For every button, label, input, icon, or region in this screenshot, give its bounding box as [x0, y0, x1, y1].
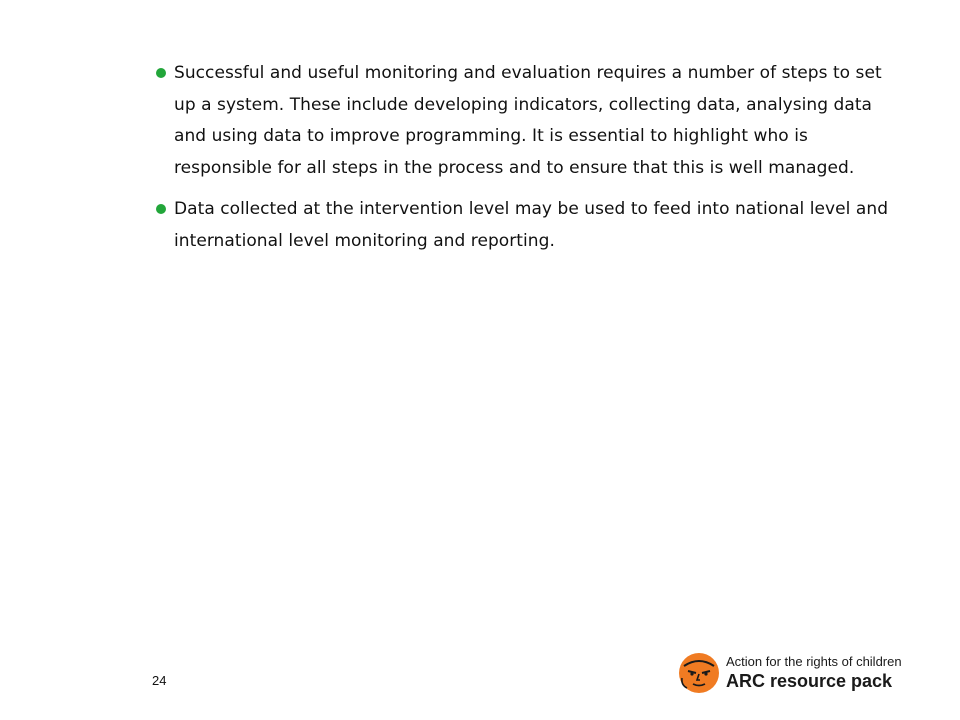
- list-item: [152, 194, 892, 257]
- bullet-text: Data collected at the intervention level may be used to feed into national level and international level monitoring and reporting.: [174, 199, 889, 251]
- bullet-icon: [156, 68, 166, 78]
- bullet-text: Successful and useful monitoring and evaluation requires a number of steps to set up a system. These include developing indicators, collecting data, analysing data and using data to improve programming. It is essential to highlight who is responsible for all steps in the process and to ensure that this is well managed.: [174, 63, 882, 178]
- bullet-list: [152, 58, 892, 257]
- arc-logo: [678, 652, 918, 696]
- page-number: 24: [152, 673, 167, 688]
- logo-title: ARC resource pack: [726, 671, 893, 691]
- main-content: [152, 58, 892, 267]
- child-face-icon: [678, 652, 720, 694]
- logo-text: [726, 654, 902, 692]
- list-item: [152, 58, 892, 184]
- bullet-icon: [156, 204, 166, 214]
- logo-tagline: Action for the rights of children: [726, 654, 902, 669]
